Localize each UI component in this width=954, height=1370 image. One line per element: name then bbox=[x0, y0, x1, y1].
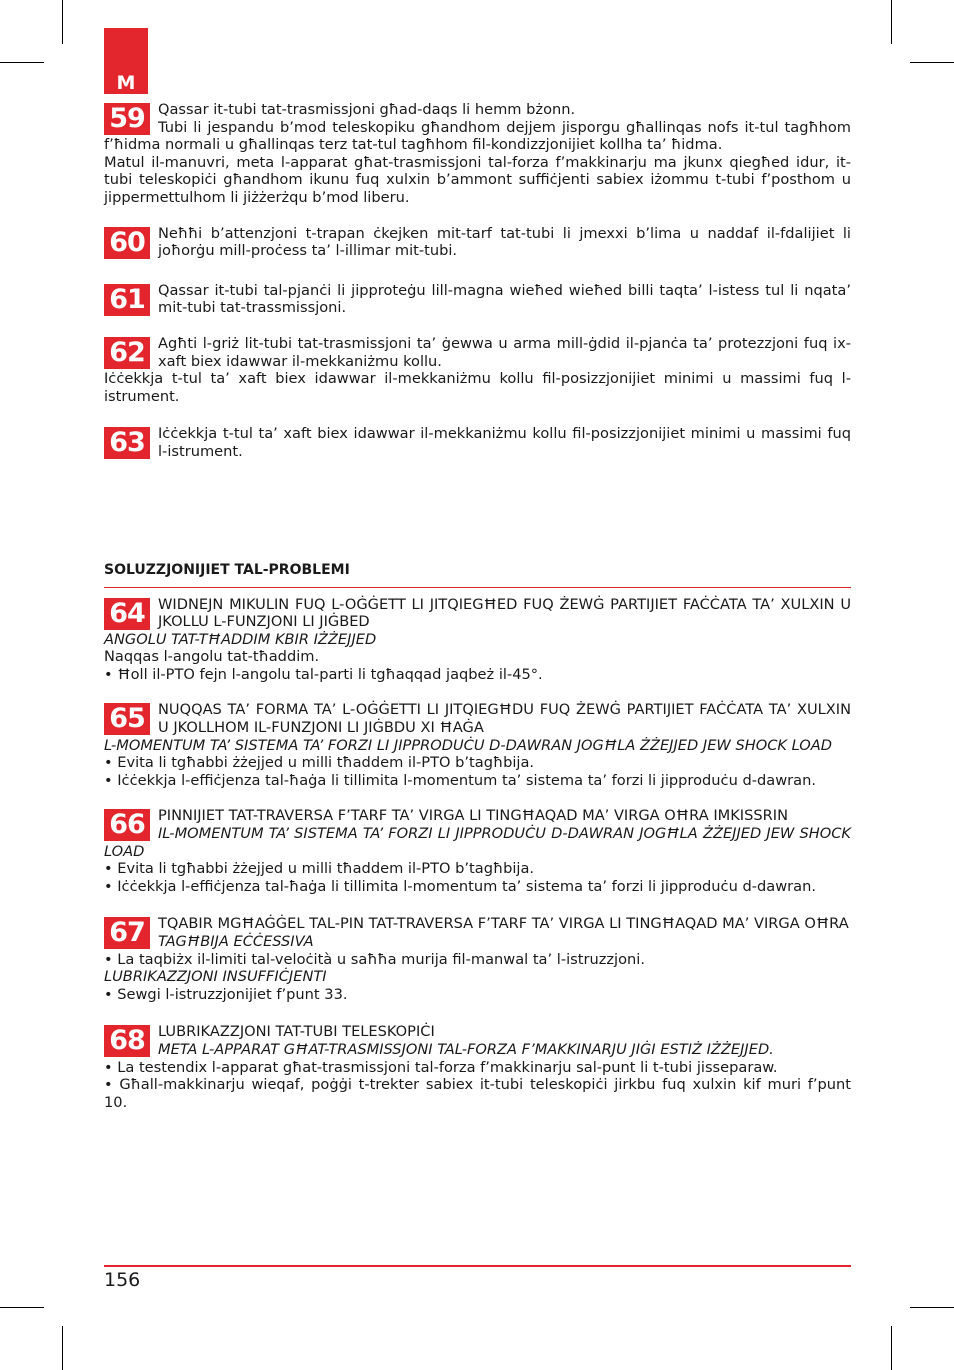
step-text: • Evita li tgħabbi żżejjed u milli tħaddem il-PTO b’tagħbija. bbox=[104, 754, 535, 772]
step-item bbox=[104, 701, 851, 789]
crop-mark bbox=[62, 0, 63, 44]
step-number-badge: 68 bbox=[104, 1025, 150, 1057]
step-text: • La testendix l-apparat għat-trasmissjoni tal-forza f’makkinarju sal-punt li t-tubi jisseparaw. bbox=[104, 1058, 778, 1076]
step-text: META L-APPARAT GĦAT-TRASMISSJONI TAL-FORZA F’MAKKINARJU JIĠI ESTIŻ IŻŻEJJED. bbox=[158, 1040, 774, 1058]
crop-mark bbox=[891, 1326, 892, 1370]
step-item bbox=[104, 225, 851, 260]
step-number-badge: 61 bbox=[104, 284, 150, 316]
crop-mark bbox=[891, 0, 892, 44]
step-text: Tubi li jespandu b’mod teleskopiku għandhom dejjem jisporgu għallinqas nofs it-tul tagħhom f’ħidma normali u għallinqas terz tat-tul tagħhom fil-kondizzjonijiet kollha ta’ ħidma. bbox=[104, 118, 851, 154]
step-text: TQABIR MGĦAĠĠEL TAL-PIN TAT-TRAVERSA F’TARF TA’ VIRGA LI TINGĦAQAD MA’ VIRGA OĦRA bbox=[158, 915, 849, 933]
language-tab-letter: M bbox=[116, 72, 136, 94]
spacer bbox=[104, 461, 851, 561]
step-text: • Iċċekkja l-effiċjenza tal-ħaġa li tillimita l-momentum ta’ sistema ta’ forzi li jipproduċu d-dawran. bbox=[104, 771, 816, 789]
step-text: Agħti l-griż lit-tubi tat-trasmissjoni ta’ ġewwa u arma mill-ġdid il-pjanċa ta’ protezzjoni fuq ix-xaft biex idawwar il-mekkaniżmu kollu. bbox=[158, 334, 851, 370]
step-text: • Għall-makkinarju wieqaf, poġġi t-trekter sabiex it-tubi teleskopiċi jirkbu fuq xulxin kif muri f’punt 10. bbox=[104, 1076, 851, 1111]
step-text: LUBRIKAZZJONI TAT-TUBI TELESKOPIĊI bbox=[158, 1023, 435, 1041]
step-text: Qassar it-tubi tal-pjanċi li jipproteġu lill-magna wieħed wieħed billi taqta’ l-istess tul li nqata’ mit-tubi tat-trassmissjoni. bbox=[158, 281, 851, 317]
step-text: WIDNEJN MIKULIN FUQ L-OĠĠETT LI JITQIEGĦED FUQ ŻEWĠ PARTIJIET FAĊĊATA TA’ XULXIN U JKOLLU L-FUNZJONI LI JIĠBED bbox=[158, 595, 851, 631]
step-item bbox=[104, 1023, 851, 1111]
step-number-badge: 65 bbox=[104, 703, 150, 735]
step-number-badge: 67 bbox=[104, 917, 150, 949]
step-item bbox=[104, 335, 851, 405]
step-text: Neħħi b’attenzjoni t-trapan ċkejken mit-tarf tat-tubi li jmexxi b’lima u naddaf il-fdalijiet li joħorġu mill-proċess ta’ l-illimar mit-tubi. bbox=[158, 224, 851, 260]
instruction-list bbox=[104, 101, 851, 461]
step-text: Matul il-manuvri, meta l-apparat għat-trasmissjoni tal-forza f’makkinarju ma jkunx qiegħed idur, it-tubi teleskopiċi għandhom ikunu fuq xulxin b’ammont suffiċjenti sabiex iżommu t-tubi f’posthom u jippermettulhom li jiżżerżqu b’mod liberu. bbox=[104, 153, 851, 206]
step-text: PINNIJIET TAT-TRAVERSA F’TARF TA’ VIRGA LI TINGĦAQAD MA’ VIRGA OĦRA IMKISSRIN bbox=[158, 807, 788, 825]
language-tab bbox=[104, 28, 148, 94]
crop-mark bbox=[0, 1307, 44, 1308]
step-text: NUQQAS TA’ FORMA TA’ L-OĠĠETTI LI JITQIEGĦDU FUQ ŻEWĠ PARTIJIET FAĊĊATA TA’ XULXIN U JKOLLHOM IL-FUNZJONI LI JIĠBDU XI ĦAĠA bbox=[158, 701, 851, 737]
step-text: IL-MOMENTUM TA’ SISTEMA TA’ FORZI LI JIPPRODUĊU D-DAWRAN JOGĦLA ŻŻEJJED JEW SHOCK LOAD bbox=[104, 825, 851, 860]
step-text: Naqqas l-angolu tat-tħaddim. bbox=[104, 648, 320, 666]
footer-rule bbox=[104, 1265, 851, 1267]
step-text: • Evita li tgħabbi żżejjed u milli tħaddem il-PTO b’tagħbija. bbox=[104, 860, 535, 878]
crop-mark bbox=[910, 1307, 954, 1308]
step-item bbox=[104, 915, 851, 1003]
step-text: L-MOMENTUM TA’ SISTEMA TA’ FORZI LI JIPPRODUĊU D-DAWRAN JOGĦLA ŻŻEJJED JEW SHOCK LOAD bbox=[104, 736, 832, 754]
page-content bbox=[104, 101, 851, 1111]
step-text: • Iċċekkja l-effiċjenza tal-ħaġa li tillimita l-momentum ta’ sistema ta’ forzi li jipproduċu d-dawran. bbox=[104, 877, 816, 895]
step-number-badge: 62 bbox=[104, 337, 150, 369]
step-item bbox=[104, 596, 851, 684]
crop-mark bbox=[62, 1326, 63, 1370]
crop-mark bbox=[910, 62, 954, 63]
step-text: ANGOLU TAT-TĦADDIM KBIR IŻŻEJJED bbox=[104, 630, 377, 648]
step-text: • Ħoll il-PTO fejn l-angolu tal-parti li tgħaqqad jaqbeż il-45°. bbox=[104, 665, 543, 683]
step-text: Qassar it-tubi tat-trasmissjoni għad-daqs li hemm bżonn. bbox=[158, 101, 576, 118]
step-text: Iċċekkja t-tul ta’ xaft biex idawwar il-mekkaniżmu kollu fil-posizzjonijiet minimi u massimi fuq l-istrument. bbox=[104, 370, 851, 405]
step-number-badge: 66 bbox=[104, 809, 150, 841]
step-text: Iċċekkja t-tul ta’ xaft biex idawwar il-mekkaniżmu kollu fil-posizzjonijiet minimi u massimi fuq l-istrument. bbox=[158, 425, 851, 460]
step-item bbox=[104, 807, 851, 895]
step-item bbox=[104, 425, 851, 460]
troubleshooting-list bbox=[104, 596, 851, 1112]
section-title: SOLUZZJONIJIET TAL-PROBLEMI bbox=[104, 561, 851, 588]
step-item bbox=[104, 282, 851, 317]
step-text: LUBRIKAZZJONI INSUFFIĊJENTI bbox=[104, 968, 327, 986]
step-text: • La taqbiżx il-limiti tal-veloċità u saħħa murija fil-manwal ta’ l-istruzzjoni. bbox=[104, 950, 645, 968]
step-number-badge: 64 bbox=[104, 598, 150, 630]
step-number-badge: 63 bbox=[104, 427, 150, 459]
crop-mark bbox=[0, 62, 44, 63]
page-number: 156 bbox=[104, 1269, 141, 1291]
step-text: • Sewgi l-istruzzjonijiet f’punt 33. bbox=[104, 985, 348, 1003]
step-number-badge: 59 bbox=[104, 103, 150, 135]
step-item bbox=[104, 101, 851, 207]
step-number-badge: 60 bbox=[104, 227, 150, 259]
step-text: TAGĦBIJA EĊĊESSIVA bbox=[158, 933, 314, 950]
